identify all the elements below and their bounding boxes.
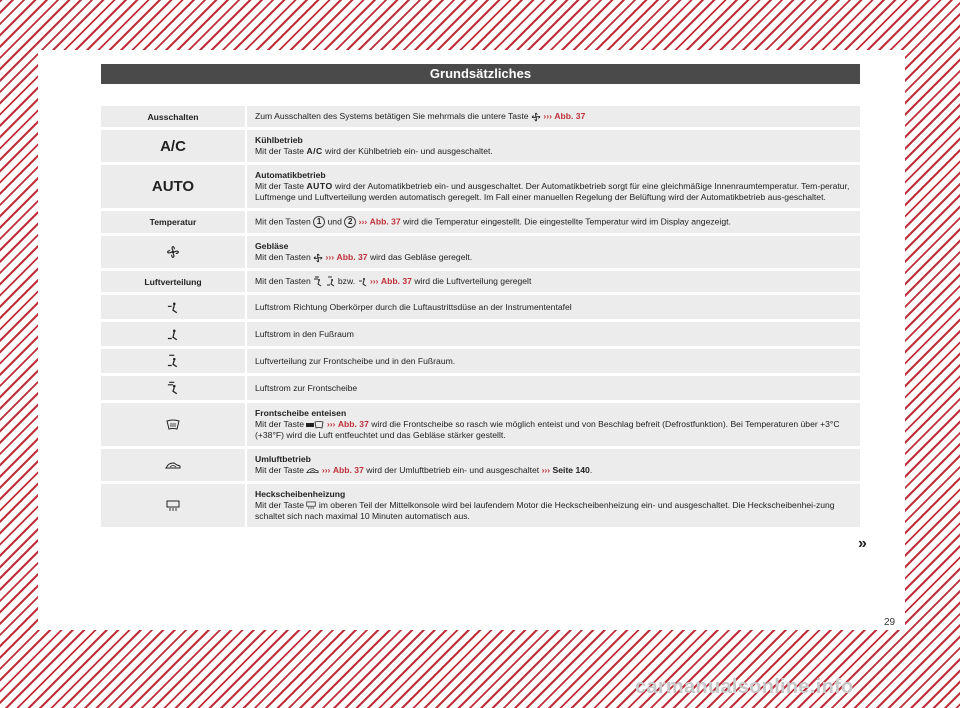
air-windscreen-feet-icon	[326, 276, 336, 287]
table-row: Umluftbetrieb Mit der Taste ››› Abb. 37 wird der Umluftbetrieb ein- und ausgeschaltet ››› Seite 140.	[101, 449, 860, 481]
ac-symbol: A/C	[160, 137, 186, 155]
watermark: carmanualsonline.info	[635, 676, 854, 698]
row-text: Luftstrom Richtung Oberkörper durch die Luftaustrittsdüse an der Instrumententafel	[247, 295, 860, 319]
defrost-icon	[166, 419, 180, 431]
auto-symbol: AUTO	[151, 178, 195, 195]
figure-link[interactable]: Abb. 37	[369, 216, 401, 227]
row-text: Zum Ausschalten des Systems betätigen Sie mehrmals die untere Taste ››› Abb. 37	[247, 106, 860, 127]
rear-window-heating-icon	[166, 500, 180, 512]
table-row	[101, 349, 860, 373]
table-row: A/C Kühlbetrieb Mit der Taste A/C wird der Kühlbetrieb ein- und ausgeschaltet.	[101, 130, 860, 162]
table-row: Gebläse Mit den Tasten ››› Abb. 37 wird das Gebläse geregelt.	[101, 236, 860, 268]
row-title: Frontscheibe enteisen	[255, 408, 347, 419]
row-title: Gebläse	[255, 241, 289, 251]
recirculation-icon	[306, 467, 319, 475]
table-row	[101, 106, 860, 127]
row-label: Ausschalten	[101, 106, 247, 127]
air-footwell-icon	[166, 327, 180, 341]
figure-link[interactable]: Abb. 37	[336, 252, 368, 262]
row-text: Luftverteilung zur Frontscheibe und in den Fußraum.	[247, 349, 860, 373]
air-windscreen-icon	[166, 381, 180, 395]
row-text: Luftstrom in den Fußraum	[247, 322, 860, 346]
table-row: Temperatur Mit den Tasten 1 und 2 ››› Abb. 37 wird die Temperatur eingestellt. Die eingestellte Temperatur wird im Display angezeigt.	[101, 211, 860, 233]
table-row: Heckscheibenheizung Mit der Taste im oberen Teil der Mittelkonsole wird bei laufendem Motor die Heckscheibenheizung ein- und ausgeschaltet. Die Heckscheibenhei-zung schaltet sich nach maximal 10 Minuten automatisch aus.	[101, 484, 860, 527]
callout-2: 2	[344, 216, 356, 228]
figure-link[interactable]: Abb. 37	[380, 276, 412, 286]
page-number: 29	[884, 617, 896, 628]
figure-link[interactable]: Abb. 37	[554, 111, 586, 121]
table-row	[101, 376, 860, 400]
row-title: Kühlbetrieb	[255, 135, 303, 145]
rear-window-heating-icon	[306, 501, 316, 510]
air-upper-body-icon	[166, 300, 180, 314]
air-upper-body-icon	[358, 276, 368, 287]
table-row: AUTO Automatikbetrieb Mit der Taste AUTO wird der Automatikbetrieb ein- und ausgeschaltet. Der Automatikbetrieb sorgt für eine gleichmäßige Innenraumtemperatur. Tem-peratur, Luftmenge und Luftverteilung werden automatisch geregelt. Im Fall einer manuellen Regelung der Belüftung wird der Automatikbetrieb aus-geschaltet.	[101, 165, 860, 208]
air-windscreen-feet-icon	[166, 354, 180, 368]
section-header: Grundsätzliches	[101, 64, 860, 84]
page-link[interactable]: Seite 140	[552, 465, 590, 476]
table-row	[101, 322, 860, 346]
table-row	[101, 295, 860, 319]
row-label: Luftverteilung	[101, 271, 247, 292]
ac-key-symbol: A/C	[306, 146, 323, 156]
fan-icon	[166, 245, 180, 259]
row-title: Automatikbetrieb	[255, 170, 326, 180]
row-title: Umluftbetrieb	[255, 454, 311, 465]
continue-arrow: »	[858, 535, 867, 552]
auto-key-symbol: AUTO	[306, 181, 333, 191]
max-defrost-icon	[306, 421, 324, 429]
recirculation-icon	[165, 461, 181, 471]
table-row: Frontscheibe enteisen Mit der Taste ››› Abb. 37 wird die Frontscheibe so rasch wie möglich enteist und von Beschlag befreit (Defrostfunktion). Bei Temperaturen über +3°C (+38°F) wird die Luft entfeuchtet und das Gebläse stärker gestellt.	[101, 403, 860, 446]
fan-icon	[313, 253, 323, 263]
air-windscreen-icon	[313, 276, 323, 287]
callout-1: 1	[313, 216, 325, 228]
function-table	[101, 103, 860, 530]
figure-link[interactable]: Abb. 37	[332, 465, 364, 476]
row-text: Luftstrom zur Frontscheibe	[247, 376, 860, 400]
figure-link[interactable]: Abb. 37	[337, 419, 369, 430]
table-row: Luftverteilung Mit den Tasten bzw. ››› Abb. 37 wird die Luftverteilung geregelt	[101, 271, 860, 292]
fan-icon	[531, 112, 541, 122]
row-title: Heckscheibenheizung	[255, 489, 346, 500]
row-label: Temperatur	[101, 211, 247, 233]
